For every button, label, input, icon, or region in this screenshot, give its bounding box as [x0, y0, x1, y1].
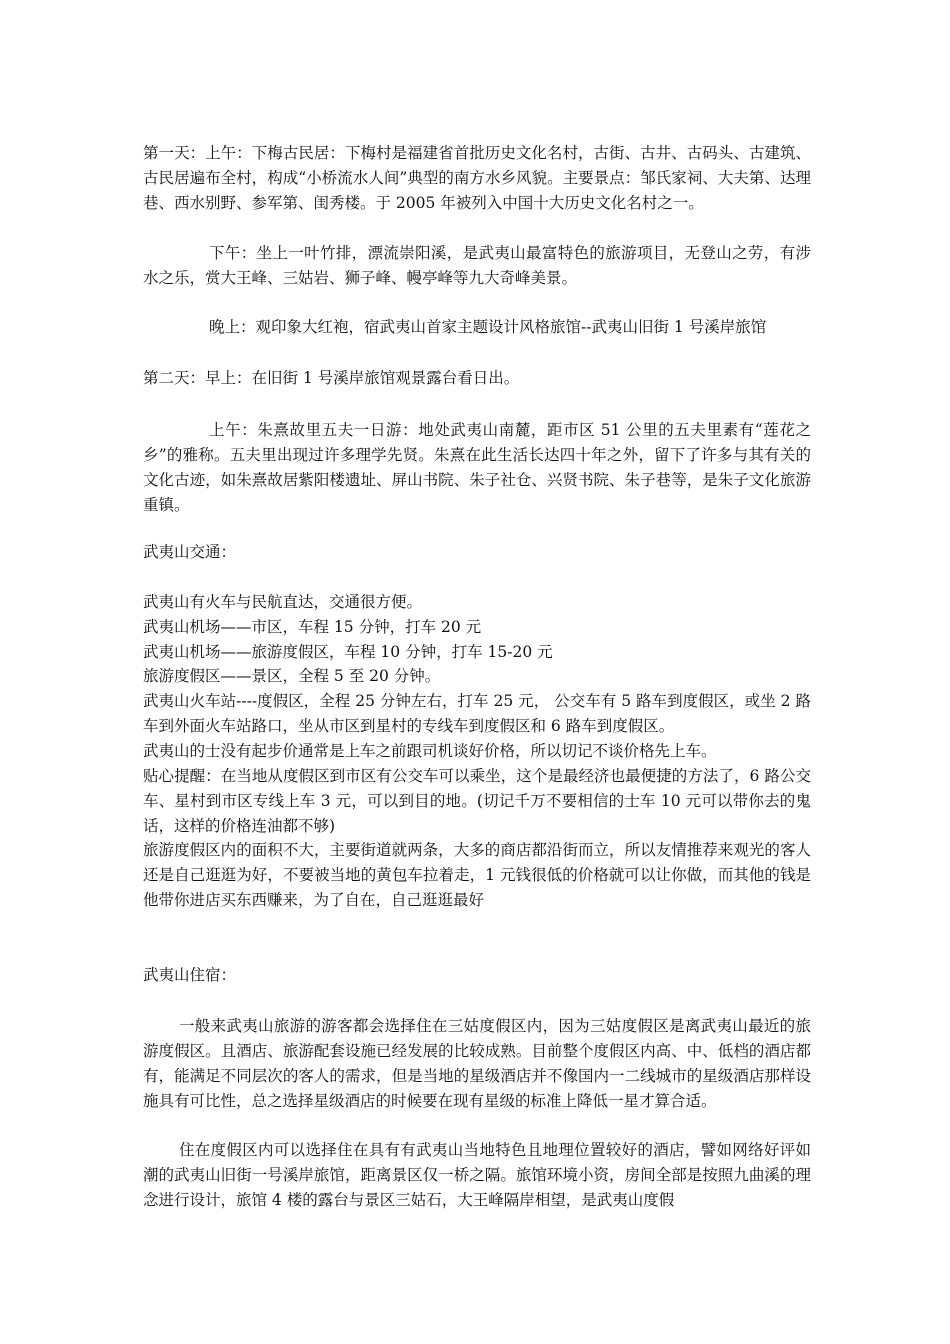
lodging-paragraph-1: 一般来武夷山旅游的游客都会选择住在三姑度假区内，因为三姑度假区是离武夷山最近的旅游度假区。且酒店、旅游配套设施已经发展的比较成熟。目前整个度假区内高、中、低档的酒店都有，能满足不同层次的客人的需求，但是当地的星级酒店并不像国内一二线城市的星级酒店那样设施具有可比性，总之选择星级酒店的时候要在现有星级的标准上降低一星才算合适。 [143, 1017, 811, 1110]
transport-line: 武夷山机场——市区，车程 15 分钟，打车 20 元 [143, 618, 482, 636]
day1-evening-paragraph: 晚上：观印象大红袍，宿武夷山首家主题设计风格旅馆--武夷山旧街 1 号溪岸旅馆 [209, 318, 767, 336]
transport-heading: 武夷山交通： [143, 543, 237, 561]
day1-morning-paragraph: 第一天：上午：下梅古民居：下梅村是福建省首批历史文化名村，古街、古井、古码头、古建筑、古民居遍布全村，构成“小桥流水人间”典型的南方水乡风貌。主要景点：邹氏家祠、大夫第、达理巷、西水别野、参军第、闺秀楼。于 2005 年被列入中国十大历史文化名村之一。 [143, 144, 811, 212]
transport-line: 武夷山有火车与民航直达，交通很方便。 [143, 593, 423, 611]
transport-tip-paragraph: 贴心提醒：在当地从度假区到市区有公交车可以乘坐，这个是最经济也最便捷的方法了，6 路公交车、星村到市区专线上车 3 元，可以到目的地。(切记千万不要相信的士车 10 元可以带你去的鬼话，这样的价格连油都不够) [143, 767, 811, 835]
transport-line: 武夷山的士没有起步价通常是上车之前跟司机谈好价格，所以切记不谈价格先上车。 [143, 742, 717, 760]
day2-morning-paragraph: 上午：朱熹故里五夫一日游：地处武夷山南麓，距市区 51 公里的五夫里素有“莲花之乡”的雅称。五夫里出现过许多理学先贤。朱熹在此生活长达四十年之外，留下了许多与其有关的文化古迹，如朱熹故居紫阳楼遗址、屏山书院、朱子社仓、兴贤书院、朱子巷等，是朱子文化旅游重镇。 [143, 421, 811, 514]
transport-line: 武夷山火车站----度假区，全程 25 分钟左右，打车 25 元， 公交车有 5 路车到度假区，或坐 2 路车到外面火车站路口，坐从市区到星村的专线车到度假区和 6 路车到度假区。 [143, 692, 811, 735]
transport-line: 武夷山机场——旅游度假区，车程 10 分钟，打车 15-20 元 [143, 643, 553, 661]
lodging-heading: 武夷山住宿： [143, 966, 237, 984]
day2-early-paragraph: 第二天：早上：在旧街 1 号溪岸旅馆观景露台看日出。 [143, 369, 520, 387]
day1-afternoon-paragraph: 下午：坐上一叶竹排，漂流崇阳溪，是武夷山最富特色的旅游项目，无登山之劳，有涉水之乐，赏大王峰、三姑岩、狮子峰、幔亭峰等九大奇峰美景。 [143, 244, 811, 287]
transport-line: 旅游度假区——景区，全程 5 至 20 分钟。 [143, 667, 441, 685]
lodging-paragraph-2: 住在度假区内可以选择住在具有有武夷山当地特色且地理位置较好的酒店，譬如网络好评如潮的武夷山旧街一号溪岸旅馆，距离景区仅一桥之隔。旅馆环境小资，房间全部是按照九曲溪的理念进行设计，旅馆 4 楼的露台与景区三姑石，大王峰隔岸相望，是武夷山度假 [143, 1141, 811, 1209]
transport-line: 旅游度假区内的面积不大，主要街道就两条，大多的商店都沿街而立，所以友情推荐来观光的客人还是自己逛逛为好，不要被当地的黄包车拉着走，1 元钱很低的价格就可以让你做，而其他的钱是他带你进店买东西赚来，为了自在，自己逛逛最好 [143, 841, 811, 909]
